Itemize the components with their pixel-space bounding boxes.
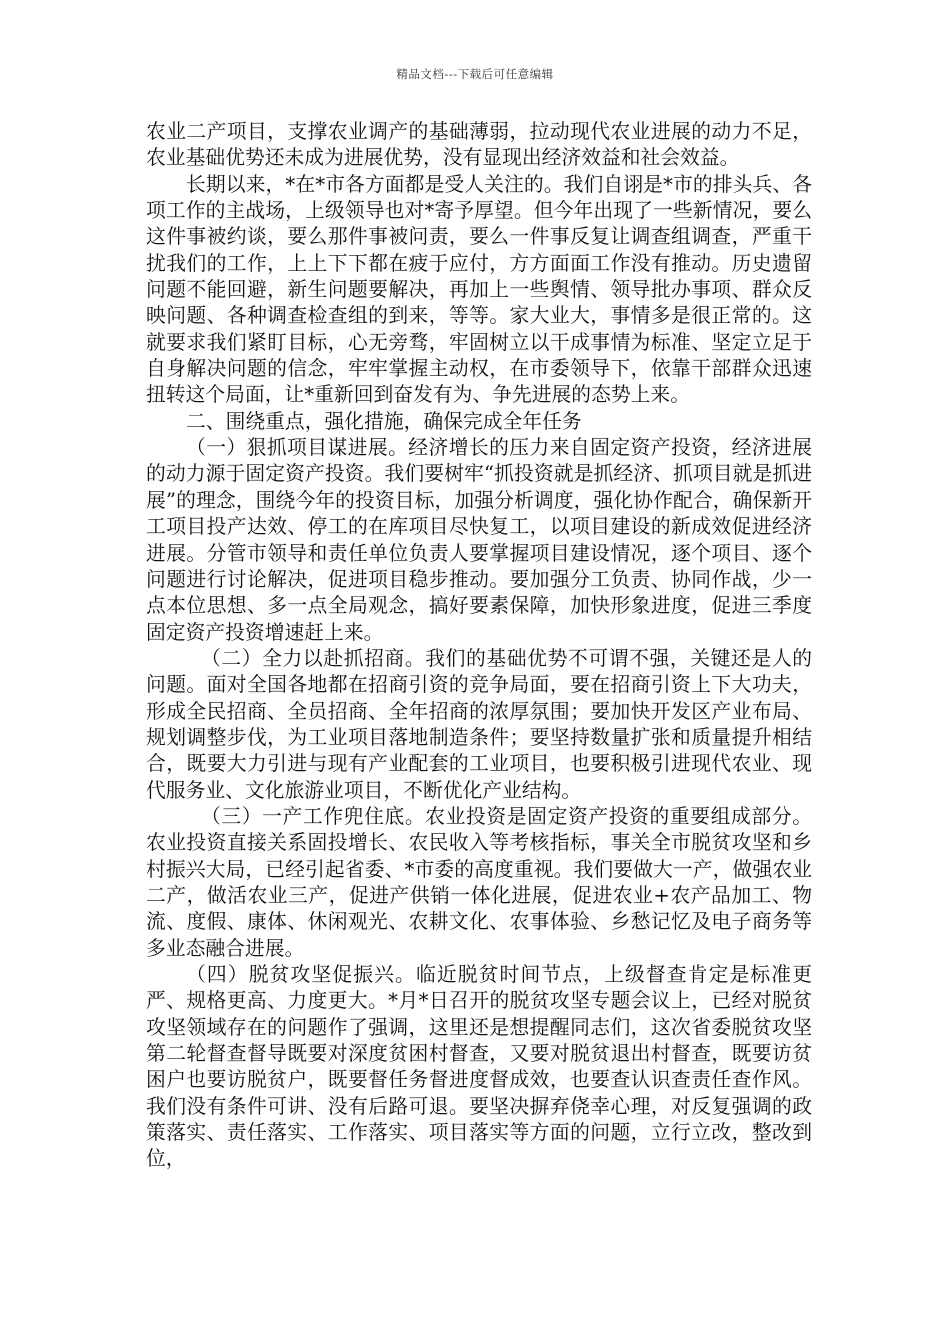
paragraph-item-three: （三）一产工作兜住底。农业投资是固定资产投资的重要组成部分。农业投资直接关系固投增长、农民收入等考核指标，事关全市脱贫攻坚和乡村振兴大局，已经引起省委、*市委的高度重视。我们要做大一产，做强农业二产，做活农业三产，促进产供销一体化进展，促进农业+农产品加工、物流、度假、康体、休闲观光、农耕文化、农事体验、乡愁记忆及电子商务等多业态融合进展。 (146, 804, 812, 960)
paragraph-continuation: 农业二产项目，支撑农业调产的基础薄弱，拉动现代农业进展的动力不足，农业基础优势还未成为进展优势，没有显现出经济效益和社会效益。 (146, 120, 812, 170)
paragraph-item-two: （二）全力以赴抓招商。我们的基础优势不可谓不强，关键还是人的问题。面对全国各地都在招商引资的竞争局面，要在招商引资上下大功夫，形成全民招商、全员招商、全年招商的浓厚氛围；要加快开发区产业布局、规划调整步伐，为工业项目落地制造条件；要坚持数量扩张和质量提升相结合，既要大力引进与现有产业配套的工业项目，也要积极引进现代农业、现代服务业、文化旅游业项目，不断优化产业结构。 (146, 646, 812, 802)
paragraph-item-four: （四）脱贫攻坚促振兴。临近脱贫时间节点，上级督查肯定是标准更严、规格更高、力度更大。*月*日召开的脱贫攻坚专题会议上，已经对脱贫攻坚领域存在的问题作了强调，这里还是想提醒同志们，这次省委脱贫攻坚第二轮督查督导既要对深度贫困村督查，又要对脱贫退出村督查，既要访贫困户也要访脱贫户，既要督任务督进度督成效，也要查认识查责任查作风。我们没有条件可讲、没有后路可退。要坚决摒弃侥幸心理，对反复强调的政策落实、责任落实、工作落实、项目落实等方面的问题，立行立改，整改到位， (146, 963, 812, 1171)
paragraph-item-one: （一）狠抓项目谋进展。经济增长的压力来自固定资产投资，经济进展的动力源于固定资产投资。我们要树牢“抓投资就是抓经济、抓项目就是抓进展”的理念，围绕今年的投资目标，加强分析调度，强化协作配合，确保新开工项目投产达效、停工的在库项目尽快复工，以项目建设的新成效促进经济进展。分管市领导和责任单位负责人要掌握项目建设情况，逐个项目、逐个问题进行讨论解决，促进项目稳步推动。要加强分工负责、协同作战，少一点本位思想、多一点全局观念，搞好要素保障，加快形象进度，促进三季度固定资产投资增速赶上来。 (146, 436, 812, 644)
section-heading-two: 二、围绕重点，强化措施，确保完成全年任务 (186, 409, 582, 433)
document-body (146, 119, 812, 1173)
paragraph-long-term: 长期以来，*在*市各方面都是受人关注的。我们自诩是*市的排头兵、各项工作的主战场，上级领导也对*寄予厚望。但今年出现了一些新情况，要么这件事被约谈，要么那件事被问责，要么一件事反复让调查组调查，严重干扰我们的工作，上上下下都在疲于应付，方方面面工作没有推动。历史遗留问题不能回避，新生问题要解决，再加上一些舆情、领导批办事项、群众反映问题、各种调查检查组的到来，等等。家大业大，事情多是很正常的。这就要求我们紧盯目标，心无旁骛，牢固树立以干成事情为标准、坚定立足于自身解决问题的信念，牢牢掌握主动权，在市委领导下，依靠干部群众迅速扭转这个局面，让*重新回到奋发有为、争先进展的态势上来。 (146, 172, 812, 407)
page-header: 精品文档---下载后可任意编辑 (396, 67, 554, 81)
